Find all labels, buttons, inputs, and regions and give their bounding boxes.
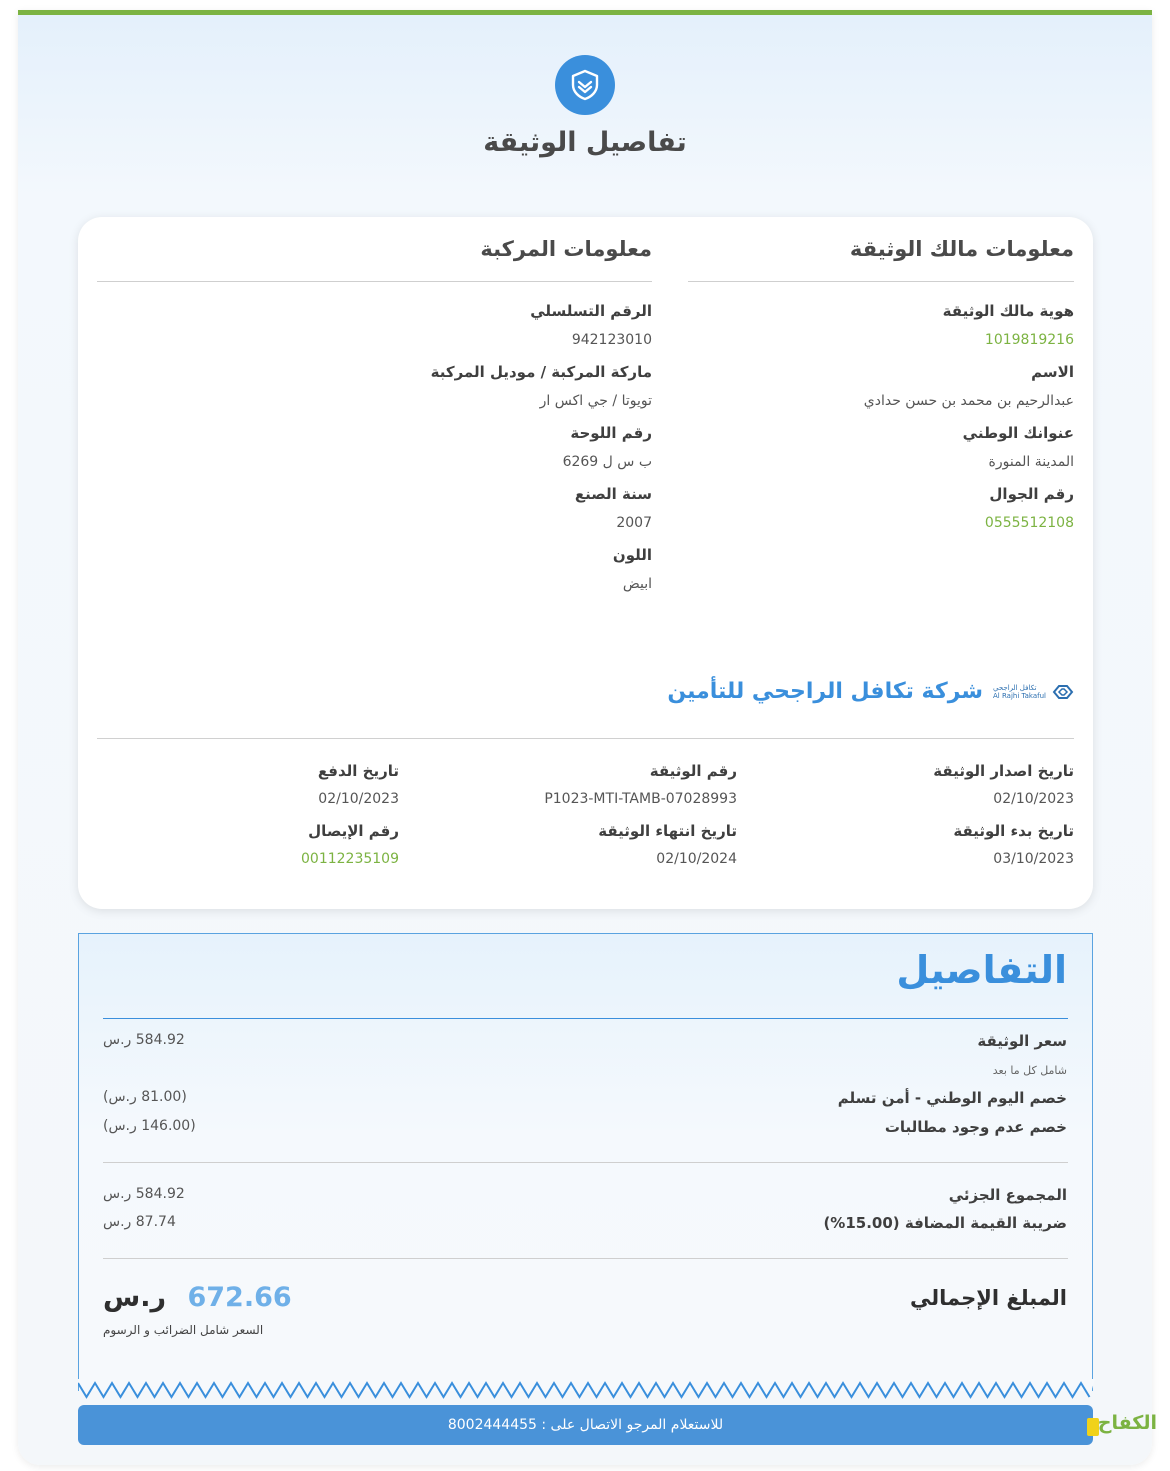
owner-mobile-field [688, 485, 1074, 531]
vehicle-year-field [97, 485, 652, 531]
policy-info-card [78, 217, 1093, 909]
contact-footer: للاستعلام المرجو الاتصال على : 8002444455 [78, 1405, 1093, 1445]
end-date-field [544, 822, 737, 867]
owner-id-field [688, 302, 1074, 348]
vehicle-make-field [97, 363, 652, 409]
vat-value: 87.74 ر.س [103, 1214, 176, 1230]
vehicle-serial-value: 942123010 [571, 332, 652, 348]
owner-name-field [688, 363, 1074, 409]
receipt-number-field [301, 822, 399, 867]
total-amount [103, 1282, 292, 1313]
owner-id-label: هوية مالك الوثيقة [942, 302, 1074, 320]
discounts-divider [103, 1162, 1068, 1163]
total-label: المبلغ الإجمالي [909, 1286, 1067, 1310]
policy-price-note: شامل كل ما بعد [992, 1064, 1067, 1077]
shield-check-icon [555, 55, 615, 115]
subtotal-value: 584.92 ر.س [103, 1186, 185, 1202]
policy-price-value: 584.92 ر.س [103, 1032, 185, 1048]
alrajhi-takaful-logo [993, 684, 1074, 700]
issue-date-value: 02/10/2023 [993, 791, 1074, 807]
vehicle-make-label: ماركة المركبة / موديل المركبة [430, 363, 652, 381]
subtotal-label: المجموع الجزئي [948, 1186, 1067, 1204]
owner-address-value: المدينة المنورة [988, 454, 1074, 470]
vehicle-serial-field [97, 302, 652, 348]
details-title-divider [103, 1018, 1068, 1019]
owner-name-value: عبدالرحيم بن محمد بن حسن حدادي [863, 393, 1074, 409]
start-date-label: تاريخ بدء الوثيقة [953, 822, 1074, 840]
price-details-panel [78, 933, 1093, 1391]
vehicle-plate-label: رقم اللوحة [570, 424, 652, 442]
owner-section-title: معلومات مالك الوثيقة [688, 217, 1074, 282]
policy-number-field [544, 762, 737, 807]
no-claims-discount-value: (146.00 ر.س) [103, 1118, 196, 1134]
vat-label: ضريبة القيمة المضافة (15.00%) [823, 1214, 1067, 1232]
owner-name-label: الاسم [1031, 363, 1074, 381]
page-title: تفاصيل الوثيقة [483, 127, 687, 158]
vehicle-make-value: تويوتا / جي اكس ار [539, 393, 652, 409]
details-title: التفاصيل [896, 948, 1067, 992]
payment-date-field [301, 762, 399, 807]
vehicle-plate-value: ب س ل 6269 [562, 454, 652, 470]
zigzag-edge [78, 1379, 1095, 1403]
policy-price-label: سعر الوثيقة [977, 1032, 1067, 1050]
owner-mobile-value: 0555512108 [984, 515, 1074, 531]
section-divider [97, 738, 1074, 739]
issue-date-field [933, 762, 1074, 807]
vehicle-color-field [97, 546, 652, 592]
national-day-discount-label: خصم اليوم الوطني - أمن تسلم [837, 1089, 1067, 1107]
policy-number-value: P1023-MTI-TAMB-07028993 [544, 791, 737, 807]
national-day-discount-value: (81.00 ر.س) [103, 1089, 187, 1105]
vehicle-year-value: 2007 [616, 515, 652, 531]
insurer-header [667, 679, 1074, 704]
watermark-logo [1087, 1408, 1157, 1448]
alrajhi-logo-icon [1052, 684, 1074, 700]
total-value: 672.66 [187, 1282, 292, 1313]
owner-mobile-label: رقم الجوال [989, 485, 1074, 503]
policy-col-1 [933, 762, 1074, 867]
owner-address-label: عنوانك الوطني [962, 424, 1074, 442]
end-date-value: 02/10/2024 [656, 851, 737, 867]
end-date-label: تاريخ انتهاء الوثيقة [598, 822, 737, 840]
receipt-number-label: رقم الإيصال [308, 822, 399, 840]
vehicle-color-value: ابيض [622, 576, 652, 592]
no-claims-discount-label: خصم عدم وجود مطالبات [884, 1118, 1067, 1136]
vat-divider [103, 1258, 1068, 1259]
payment-date-label: تاريخ الدفع [317, 762, 399, 780]
vehicle-plate-field [97, 424, 652, 470]
policy-col-3 [301, 762, 399, 867]
owner-id-value: 1019819216 [984, 332, 1074, 348]
document-page [18, 10, 1152, 1465]
start-date-field [933, 822, 1074, 867]
vehicle-section-title: معلومات المركبة [97, 217, 652, 282]
vehicle-info-section [97, 217, 652, 592]
policy-col-2 [544, 762, 737, 867]
owner-info-section [688, 217, 1074, 531]
owner-address-field [688, 424, 1074, 470]
logo-text-ar: تكافل الراجحي [993, 683, 1037, 692]
issue-date-label: تاريخ اصدار الوثيقة [933, 762, 1074, 780]
total-note: السعر شامل الضرائب و الرسوم [103, 1323, 264, 1337]
receipt-number-value: 00112235109 [301, 851, 399, 867]
vehicle-year-label: سنة الصنع [574, 485, 652, 503]
logo-text [993, 684, 1046, 700]
vehicle-color-label: اللون [612, 546, 652, 564]
total-currency: ر.س [103, 1282, 167, 1313]
insurer-name: شركة تكافل الراجحي للتأمين [667, 679, 984, 704]
policy-number-label: رقم الوثيقة [649, 762, 737, 780]
start-date-value: 03/10/2023 [993, 851, 1074, 867]
payment-date-value: 02/10/2023 [318, 791, 399, 807]
vehicle-serial-label: الرقم التسلسلي [530, 302, 652, 320]
watermark-text: الكفاح [1097, 1412, 1157, 1434]
logo-text-en: Al Rajhi Takaful [993, 691, 1046, 700]
